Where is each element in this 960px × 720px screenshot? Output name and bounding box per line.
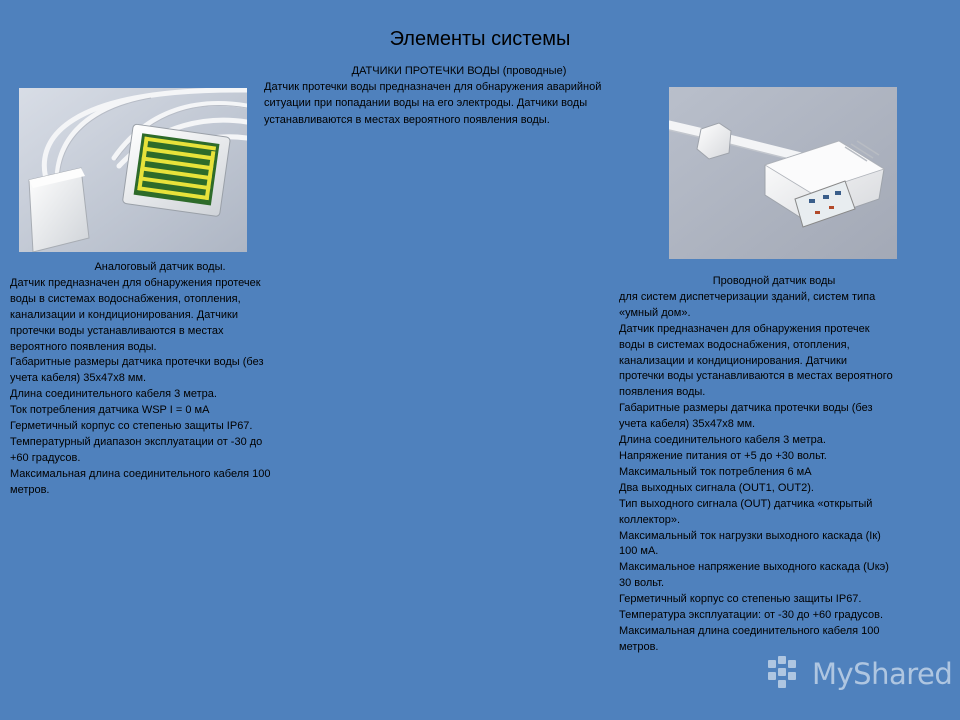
wired-sensor-line: «умный дом». [619,306,691,319]
intro-heading: ДАТЧИКИ ПРОТЕЧКИ ВОДЫ (проводные) [351,65,567,77]
wired-sensor-line: Максимальный ток потребления 6 мА [619,465,812,478]
wired-sensor-line: Длина соединительного кабеля 3 метра. [619,434,826,447]
myshared-watermark [766,654,953,694]
wired-sensor-line: Датчик предназначен для обнаружения протечек [619,322,870,335]
wired-sensor-line: протечки воды устанавливаются в местах вероятного [619,370,893,383]
analog-sensor-line: метров. [10,483,50,496]
wired-sensor-description [619,274,929,656]
wired-sensor-line: воды в системах водоснабжения, отопления, [619,338,850,351]
analog-sensor-line: Длина соединительного кабеля 3 метра. [10,388,217,401]
intro-text [264,81,601,125]
myshared-logo-icon [766,654,806,694]
slide-title: Элементы системы [389,28,571,50]
analog-sensor-line: протечки воды устанавливаются в местах [10,324,224,337]
wired-sensor-heading: Проводной датчик воды [712,275,836,287]
wired-sensor-line: Герметичный корпус со степенью защиты IP67. [619,593,862,606]
wired-sensor-line: Максимальное напряжение выходного каскада (Uкэ) [619,561,889,574]
wired-sensor-line: Два выходных сигнала (OUT1, OUT2). [619,481,814,494]
analog-sensor-line: вероятного появления воды. [10,340,157,353]
wired-sensor-line: Температура эксплуатации: от -30 до +60 градусов. [619,609,884,622]
wired-sensor-line: Тип выходного сигнала (OUT) датчика «открытый [619,497,873,510]
wired-sensor-line: для систем диспетчеризации зданий, систем типа [619,290,876,303]
wired-sensor-line: Напряжение питания от +5 до +30 вольт. [619,449,827,462]
analog-sensor-description [10,260,310,499]
wired-sensor-line: Максимальный ток нагрузки выходного каскада (Iк) [619,529,881,542]
wired-sensor-line: коллектор». [619,513,681,526]
wired-sensor-line: метров. [619,640,659,653]
intro-line: Датчик протечки воды предназначен для обнаружения аварийной [264,81,602,94]
wired-sensor-line: 30 вольт. [619,577,665,590]
intro-line: ситуации при попадании воды на его электроды. Датчики воды [264,97,588,110]
analog-sensor-line: канализации и кондиционирования. Датчики [10,308,238,321]
analog-sensor-heading: Аналоговый датчик воды. [94,261,226,273]
analog-sensor-line: Датчик предназначен для обнаружения протечек [10,276,261,289]
wired-sensor-line: канализации и кондиционирования. Датчики [619,354,847,367]
wired-sensor-line: 100 мА. [619,545,659,558]
watermark-text: MyShared [812,657,953,691]
wired-sensor-line: учета кабеля) 35х47х8 мм. [619,418,756,431]
analog-sensor-line: Ток потребления датчика WSP I = 0 мА [10,404,210,417]
wired-sensor-line: появления воды. [619,386,706,399]
intro-block [264,63,654,128]
wired-sensor-line: Габаритные размеры датчика протечки воды (без [619,402,873,415]
analog-sensor-line: Максимальная длина соединительного кабеля 100 [10,467,271,480]
intro-line: устанавливаются в местах вероятного появления воды. [264,113,550,126]
analog-sensor-line: Герметичный корпус со степенью защиты IP67. [10,420,253,433]
wired-sensor-photo [669,87,897,259]
analog-sensor-line: воды в системах водоснабжения, отопления, [10,292,241,305]
analog-sensor-line: учета кабеля) 35х47х8 мм. [10,372,147,385]
analog-sensor-photo [19,88,247,252]
analog-sensor-line: +60 градусов. [10,451,81,464]
analog-sensor-line: Габаритные размеры датчика протечки воды (без [10,356,264,369]
wired-sensor-line: Максимальная длина соединительного кабеля 100 [619,624,880,637]
analog-sensor-line: Температурный диапазон эксплуатации от -30 до [10,435,263,448]
